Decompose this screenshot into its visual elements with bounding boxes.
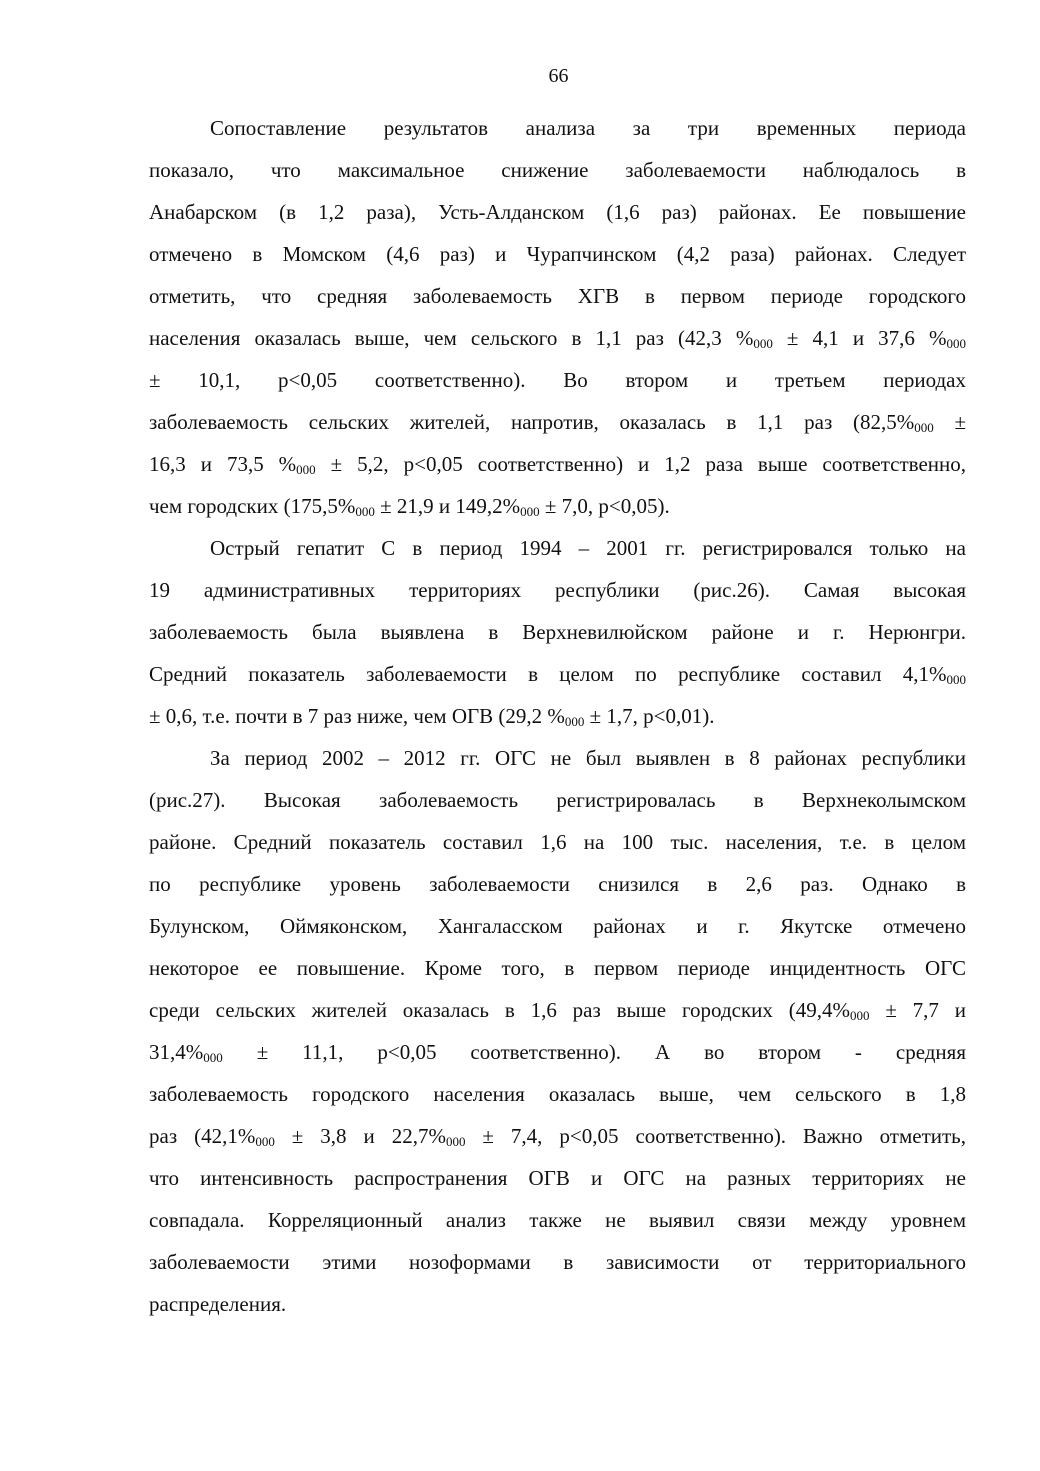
text-line [149,947,966,989]
text-line [149,653,966,695]
text-line [149,695,966,737]
text-run: ± 7,0, р<0,05). [539,494,670,518]
subscript: 000 [564,714,585,729]
text-line [149,1241,966,1283]
text-line [149,107,966,149]
text-line [149,737,966,779]
text-line [149,1073,966,1115]
subscript: 000 [946,336,966,351]
text-run: отметить, что средняя заболеваемость ХГВ в первом периоде городского [149,284,966,308]
text-line [149,1283,966,1325]
text-line [149,275,966,317]
text-line [149,191,966,233]
subscript: 000 [849,1008,870,1023]
subscript: 000 [914,420,934,435]
text-run: ± [933,410,966,434]
subscript: 000 [520,504,540,519]
text-line [149,149,966,191]
subscript: 000 [445,1134,466,1149]
subscript: 000 [203,1050,223,1065]
text-run: ± 4,1 и 37,6 % [772,326,947,350]
text-run: ± 11,1, р<0,05 соответственно). А во втором - средняя [222,1040,966,1064]
text-run: некоторое ее повышение. Кроме того, в первом периоде инцидентность ОГС [149,956,966,980]
text-run: ± 1,7, р<0,01). [584,704,715,728]
text-run: показало, что максимальное снижение заболеваемости наблюдалось в [149,158,966,182]
text-run: ± 5,2, р<0,05 соответственно) и 1,2 раза выше соответственно, [315,452,966,476]
text-run: За период 2002 – 2012 гг. ОГС не был выявлен в 8 районах республики [210,746,966,770]
text-run: совпадала. Корреляционный анализ также не выявил связи между уровнем [149,1208,966,1232]
text-run: раз (42,1% [149,1124,256,1148]
text-line [149,989,966,1031]
text-line [149,1157,966,1199]
text-run: ± 10,1, р<0,05 соответственно). Во втором и третьем периодах [149,368,966,392]
text-run: ± 7,4, р<0,05 соответственно). Важно отметить, [465,1124,966,1148]
document-body [149,107,966,1325]
subscript: 000 [296,462,316,477]
paragraph [149,107,966,527]
text-run: 31,4% [149,1040,204,1064]
text-run: Булунском, Оймяконском, Хангаласском районах и г. Якутске отмечено [149,914,966,938]
text-run: заболеваемости этими нозоформами в зависимости от территориального [149,1250,966,1274]
text-run: 16,3 и 73,5 % [149,452,297,476]
text-line [149,821,966,863]
text-line [149,443,966,485]
paragraph [149,737,966,1325]
text-run: ± 3,8 и 22,7% [274,1124,446,1148]
text-run: ± 0,6, т.е. почти в 7 раз ниже, чем ОГВ (29,2 % [149,704,565,728]
text-run: районе. Средний показатель составил 1,6 на 100 тыс. населения, т.е. в целом [149,830,966,854]
text-run: Анабарском (в 1,2 раза), Усть-Алданском (1,6 раз) районах. Ее повышение [149,200,966,224]
text-line [149,1115,966,1157]
paragraph [149,527,966,737]
text-run: ± 21,9 и 149,2% [374,494,521,518]
text-run: распределения. [149,1292,287,1316]
text-line [149,317,966,359]
text-run: Сопоставление результатов анализа за три временных периода [210,116,966,140]
text-line [149,527,966,569]
subscript: 000 [946,672,966,687]
text-line [149,233,966,275]
text-run: отмечено в Момском (4,6 раз) и Чурапчинском (4,2 раза) районах. Следует [149,242,966,266]
text-line [149,359,966,401]
subscript: 000 [355,504,375,519]
text-run: что интенсивность распространения ОГВ и ОГС на разных территориях не [149,1166,966,1190]
page-number: 66 [548,65,569,87]
text-run: заболеваемость была выявлена в Верхневилюйском районе и г. Нерюнгри. [149,620,966,644]
text-line [149,569,966,611]
text-run: Средний показатель заболеваемости в целом по республике составил 4,1% [149,662,947,686]
text-run: по республике уровень заболеваемости снизился в 2,6 раз. Однако в [149,872,966,896]
text-line [149,779,966,821]
text-line [149,1031,966,1073]
text-line [149,1199,966,1241]
text-line [149,905,966,947]
text-run: (рис.27). Высокая заболеваемость регистрировалась в Верхнеколымском [149,788,966,812]
text-line [149,611,966,653]
text-run: чем городских (175,5% [149,494,356,518]
text-run: 19 административных территориях республики (рис.26). Самая высокая [149,578,966,602]
text-run: среди сельских жителей оказалась в 1,6 раз выше городских (49,4% [149,998,850,1022]
text-run: населения оказалась выше, чем сельского в 1,1 раз (42,3 % [149,326,754,350]
text-line [149,485,966,527]
text-run: заболеваемость городского населения оказалась выше, чем сельского в 1,8 [149,1082,966,1106]
text-run: заболеваемость сельских жителей, напротив, оказалась в 1,1 раз (82,5% [149,410,915,434]
subscript: 000 [255,1134,275,1149]
text-line [149,401,966,443]
text-run: Острый гепатит С в период 1994 – 2001 гг. регистрировался только на [210,536,966,560]
subscript: 000 [753,336,773,351]
text-line [149,863,966,905]
text-run: ± 7,7 и [869,998,966,1022]
